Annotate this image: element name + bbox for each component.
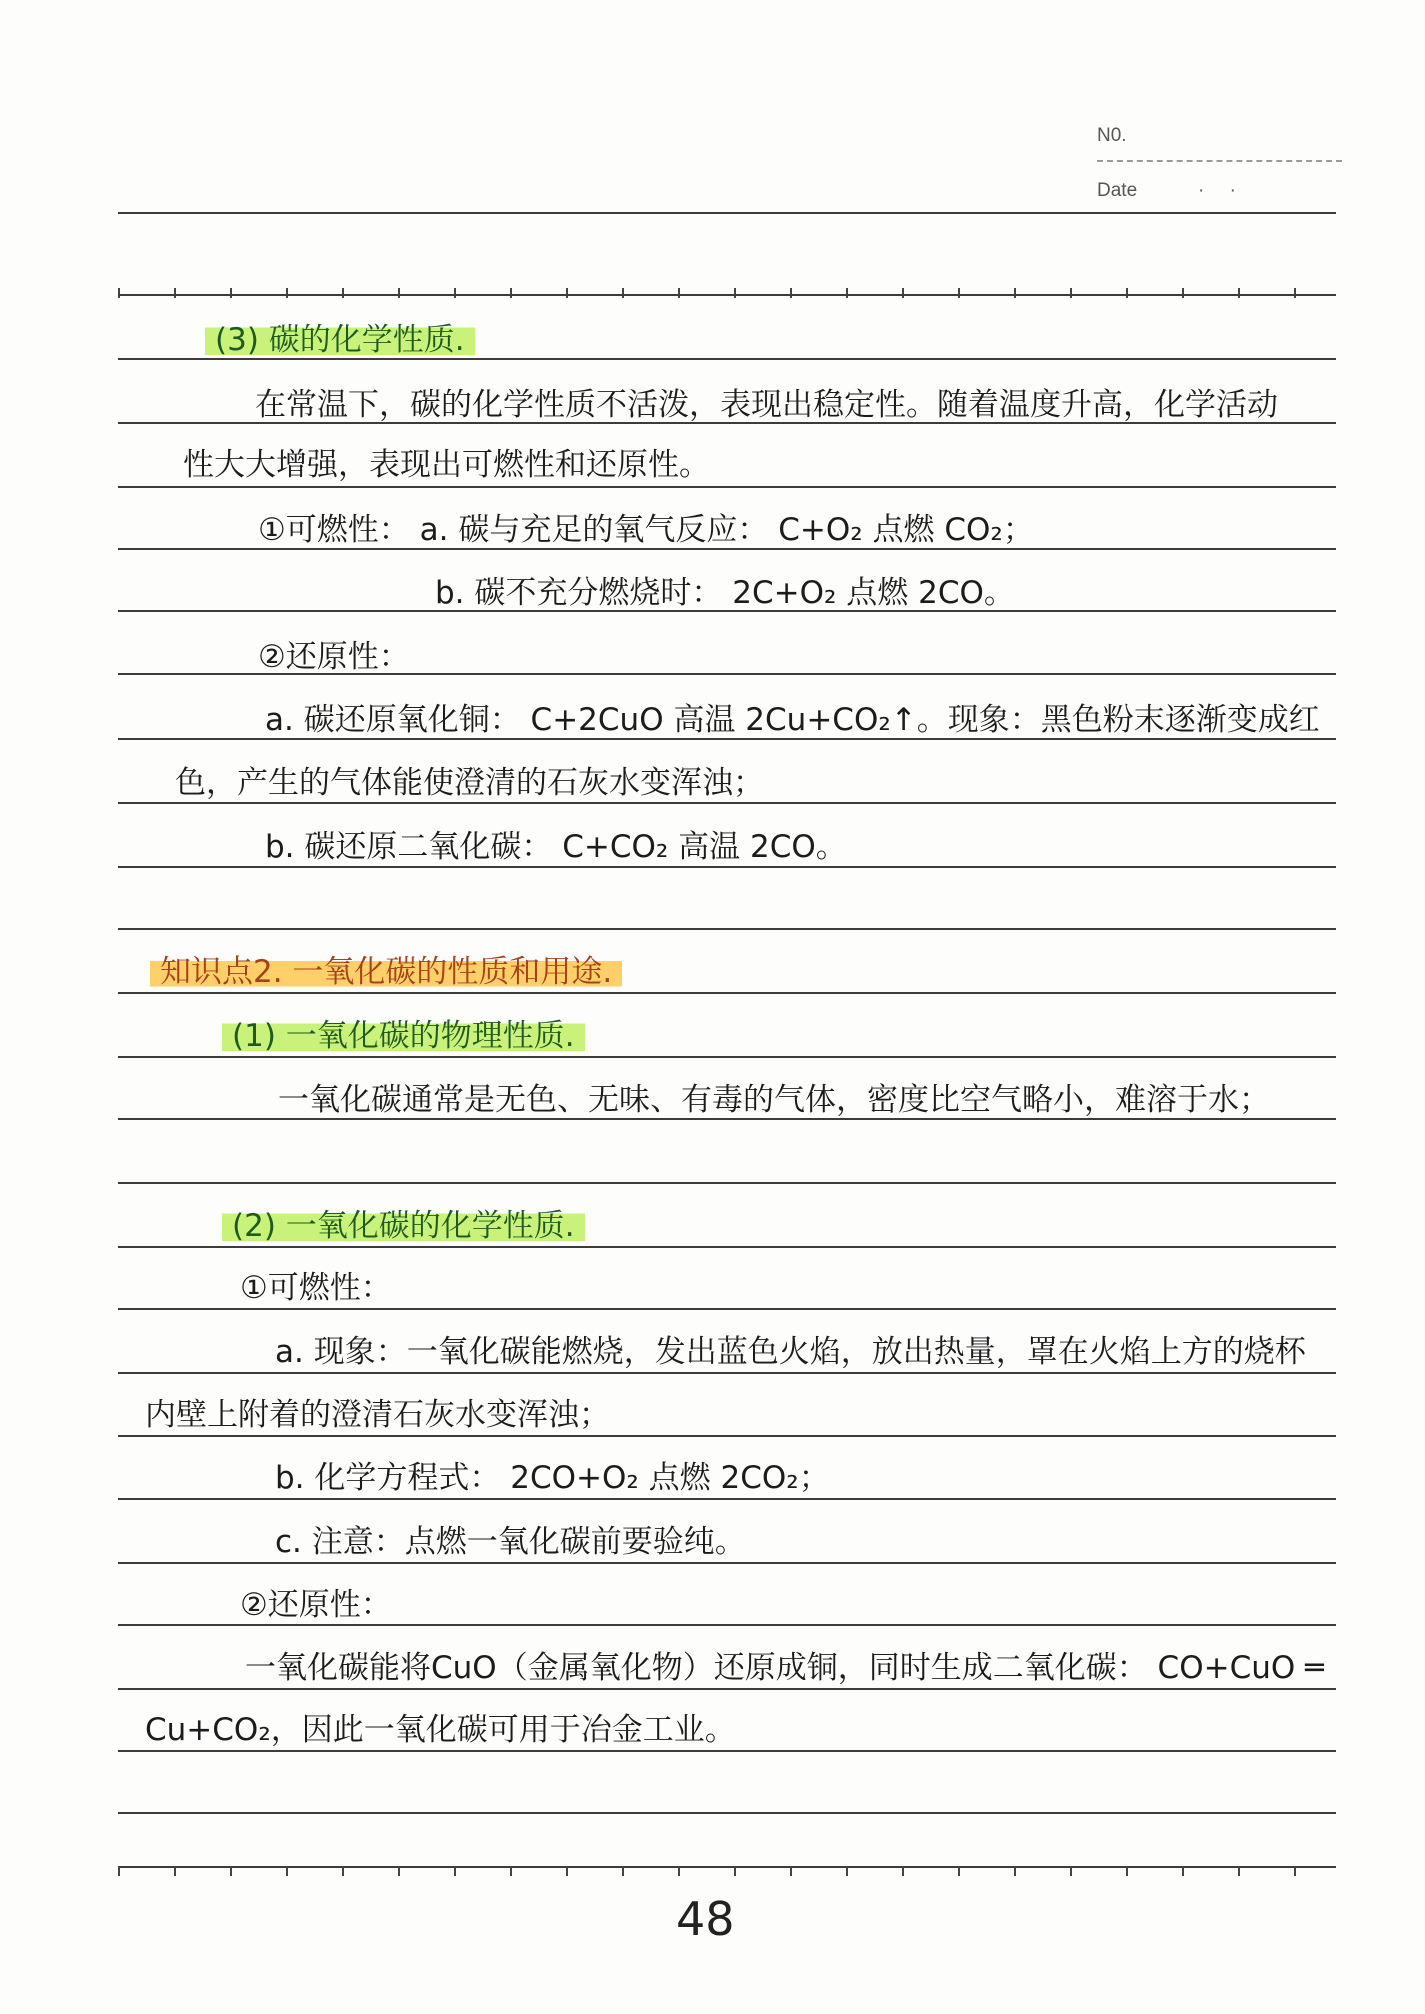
text-line: Cu+CO₂，因此一氧化碳可用于冶金工业。 [145, 1712, 736, 1748]
section-heading-chemical-properties: (3) 碳的化学性质. [205, 320, 475, 360]
ruled-line-ticks [118, 1866, 1336, 1876]
section-heading-co-chemical-properties: (2) 一氧化碳的化学性质. [222, 1206, 585, 1246]
ruled-line [118, 1246, 1336, 1248]
text-line: 一氧化碳通常是无色、无味、有毒的气体，密度比空气略小，难溶于水； [278, 1082, 1270, 1118]
no-dashed-line [1097, 160, 1342, 162]
ruled-line [118, 1562, 1336, 1564]
ruled-line [118, 1056, 1336, 1058]
text-line: ①可燃性： [240, 1270, 392, 1306]
text-line: 内壁上附着的澄清石灰水变浑浊； [145, 1397, 610, 1433]
text-line: b. 碳不充分燃烧时： 2C+O₂ 点燃 2CO。 [435, 575, 1015, 611]
page-number: 48 [676, 1892, 735, 1946]
ruled-line [118, 486, 1336, 488]
text-line: 色，产生的气体能使澄清的石灰水变浑浊； [175, 765, 764, 801]
ruled-line [118, 1182, 1336, 1184]
ruled-line [118, 1372, 1336, 1374]
ruled-line [118, 1688, 1336, 1690]
section-heading-physical-properties: (1) 一氧化碳的物理性质. [222, 1016, 585, 1056]
ruled-line [118, 928, 1336, 930]
text-line: 一氧化碳能将CuO（金属氧化物）还原成铜，同时生成二氧化碳： CO+CuO ═ [245, 1650, 1324, 1686]
ruled-line [118, 1308, 1336, 1310]
text-line: ②还原性： [240, 1587, 392, 1623]
knowledge-point-heading: 知识点2. 一氧化碳的性质和用途. [150, 952, 622, 992]
ruled-line [118, 1812, 1336, 1814]
text-line: c. 注意：点燃一氧化碳前要验纯。 [275, 1524, 746, 1560]
ruled-line [118, 1435, 1336, 1437]
text-line: 在常温下，碳的化学性质不活泼，表现出稳定性。随着温度升高，化学活动 [255, 387, 1278, 423]
text-line: a. 现象：一氧化碳能燃烧，发出蓝色火焰，放出热量，罩在火焰上方的烧杯 [275, 1334, 1306, 1370]
ruled-line-ticks [118, 288, 1336, 298]
no-label: N0. [1097, 125, 1127, 146]
ruled-line [118, 1498, 1336, 1500]
ruled-line [118, 1750, 1336, 1752]
text-line: b. 化学方程式： 2CO+O₂ 点燃 2CO₂； [275, 1460, 830, 1496]
date-label: Date [1097, 180, 1138, 201]
text-line: a. 碳还原氧化铜： C+2CuO 高温 2Cu+CO₂↑。现象：黑色粉末逐渐变成红 [265, 702, 1320, 738]
ruled-line [118, 294, 1336, 296]
date-dots: · · [1198, 180, 1246, 201]
ruled-line [118, 212, 1336, 214]
text-line: b. 碳还原二氧化碳： C+CO₂ 高温 2CO。 [265, 829, 847, 865]
text-line: ②还原性： [258, 639, 410, 675]
text-line: 性大大增强，表现出可燃性和还原性。 [183, 447, 710, 483]
text-line: ①可燃性： a. 碳与充足的氧气反应： C+O₂ 点燃 CO₂； [258, 512, 1034, 548]
ruled-line [118, 992, 1336, 994]
